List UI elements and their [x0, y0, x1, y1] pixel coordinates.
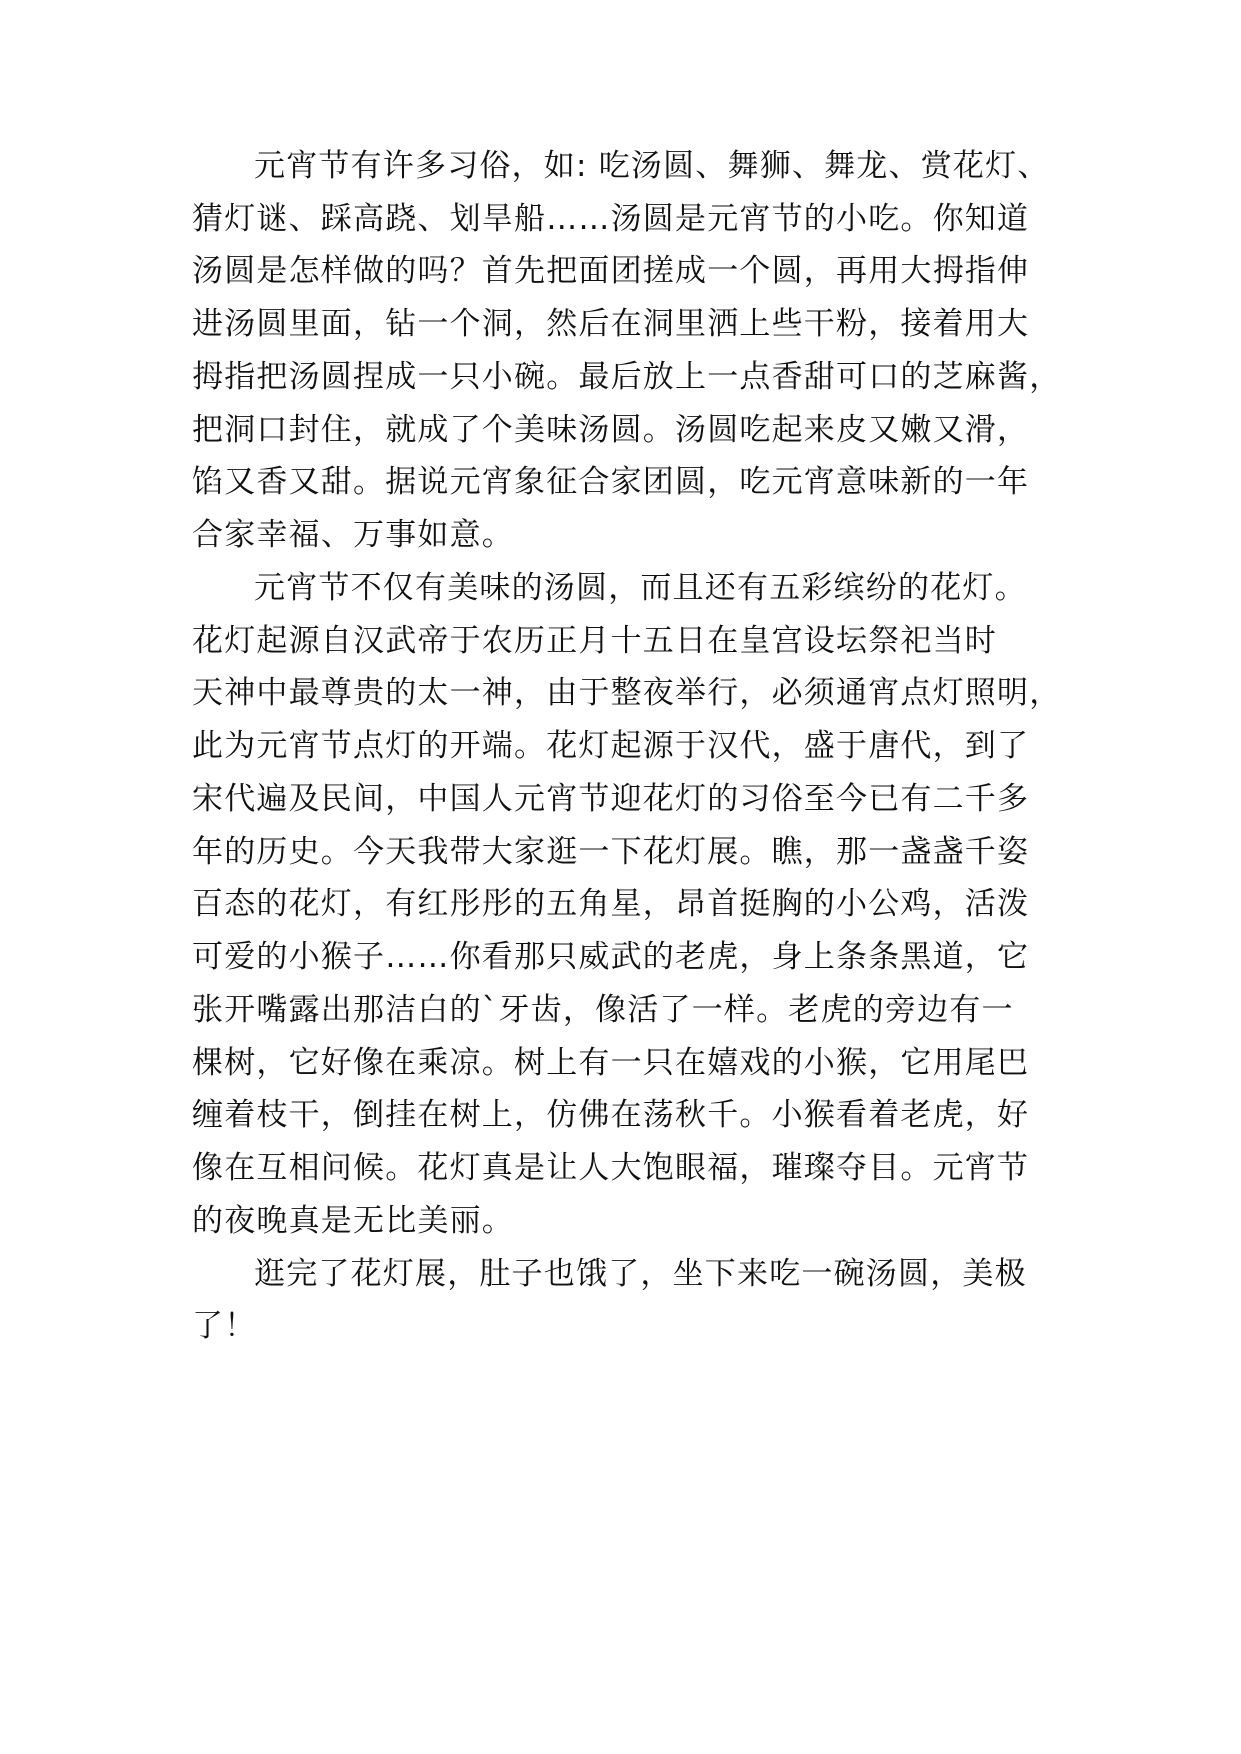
paragraph-2-line-12: 像在互相问候。花灯真是让人大饱眼福，璀璨夺目。元宵节: [192, 1150, 1030, 1186]
paragraph-3-line-1: 逛完了花灯展，肚子也饿了，坐下来吃一碗汤圆，美极: [254, 1256, 1027, 1292]
paragraph-1-line-5: 拇指把汤圆捏成一只小碗。最后放上一点香甜可口的芝麻酱，: [192, 359, 1062, 395]
paragraph-2-line-5: 宋代遍及民间，中国人元宵节迎花灯的习俗至今已有二千多: [192, 781, 1030, 817]
paragraph-1-line-7: 馅又香又甜。据说元宵象征合家团圆，吃元宵意味新的一年: [192, 464, 1030, 500]
paragraph-1-line-4: 进汤圆里面，钻一个洞，然后在洞里洒上些干粉，接着用大: [192, 306, 1030, 342]
paragraph-2-line-11: 缠着枝干，倒挂在树上，仿佛在荡秋千。小猴看着老虎，好: [192, 1097, 1030, 1133]
paragraph-3-line-2: 了！: [192, 1308, 257, 1344]
paragraph-1-line-8: 合家幸福、万事如意。: [192, 517, 514, 553]
paragraph-1-line-3: 汤圆是怎样做的吗？首先把面团搓成一个圆，再用大拇指伸: [192, 253, 1030, 289]
paragraph-2-line-8: 可爱的小猴子……你看那只威武的老虎，身上条条黑道，它: [192, 939, 1030, 975]
paragraph-2-line-9: 张开嘴露出那洁白的`牙齿，像活了一样。老虎的旁边有一: [192, 992, 1014, 1028]
paragraph-1-line-2: 猜灯谜、踩高跷、划旱船……汤圆是元宵节的小吃。你知道: [192, 201, 1030, 237]
paragraph-1-line-6: 把洞口封住，就成了个美味汤圆。汤圆吃起来皮又嫩又滑，: [192, 412, 1030, 448]
paragraph-1-line-1: 元宵节有许多习俗，如: 吃汤圆、舞狮、舞龙、赏花灯、: [254, 148, 1050, 184]
paragraph-2-line-1: 元宵节不仅有美味的汤圆，而且还有五彩缤纷的花灯。: [254, 570, 1027, 606]
paragraph-2-line-13: 的夜晚真是无比美丽。: [192, 1203, 514, 1239]
paragraph-2-line-7: 百态的花灯，有红彤彤的五角星，昂首挺胸的小公鸡，活泼: [192, 886, 1030, 922]
paragraph-2-line-2: 花灯起源自汉武帝于农历正月十五日在皇宫设坛祭祀当时: [192, 623, 997, 659]
paragraph-2-line-6: 年的历史。今天我带大家逛一下花灯展。瞧，那一盏盏千姿: [192, 834, 1030, 870]
paragraph-2-line-3: 天神中最尊贵的太一神，由于整夜举行，必须通宵点灯照明，: [192, 675, 1062, 711]
paragraph-2-line-10: 棵树，它好像在乘凉。树上有一只在嬉戏的小猴，它用尾巴: [192, 1045, 1030, 1081]
paragraph-2-line-4: 此为元宵节点灯的开端。花灯起源于汉代，盛于唐代，到了: [192, 728, 1030, 764]
